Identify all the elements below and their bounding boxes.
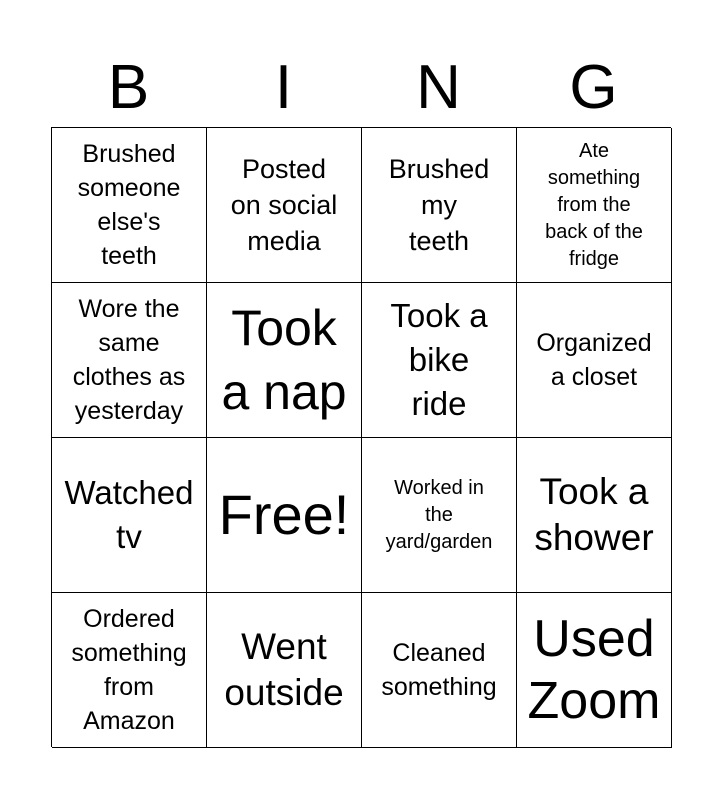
- cell-text: Cleaned something: [381, 639, 497, 701]
- bingo-cell[interactable]: [207, 593, 362, 748]
- bingo-board: [51, 127, 671, 747]
- bingo-cell[interactable]: [207, 128, 362, 283]
- bingo-cell[interactable]: [362, 593, 517, 748]
- bingo-cell[interactable]: [52, 438, 207, 593]
- cell-text: Ate something from the back of the fridge: [545, 139, 643, 270]
- bingo-cell[interactable]: [52, 593, 207, 748]
- cell-text: Worked in the yard/garden: [385, 476, 493, 553]
- cell-text: Organized a closet: [536, 329, 652, 391]
- bingo-cell[interactable]: [517, 593, 672, 748]
- bingo-cell[interactable]: [517, 128, 672, 283]
- cell-text: Used Zoom: [527, 610, 661, 730]
- bingo-cell[interactable]: [362, 283, 517, 438]
- cell-text: Posted on social media: [230, 154, 338, 256]
- bingo-cell[interactable]: [207, 283, 362, 438]
- bingo-cell[interactable]: [362, 128, 517, 283]
- cell-text: Watched tv: [64, 474, 194, 555]
- bingo-cell[interactable]: [362, 438, 517, 593]
- bingo-cell[interactable]: [52, 283, 207, 438]
- header-letter-b: B: [107, 53, 150, 122]
- bingo-cell[interactable]: [517, 438, 672, 593]
- free-space-cell[interactable]: [207, 438, 362, 593]
- header-letter-g: G: [569, 53, 618, 122]
- bingo-cell[interactable]: [517, 283, 672, 438]
- cell-text: Ordered something from Amazon: [71, 605, 187, 735]
- cell-text: Took a shower: [534, 471, 654, 558]
- cell-text: Wore the same clothes as yesterday: [72, 295, 186, 425]
- free-space-text: Free!: [218, 483, 350, 546]
- bingo-cell[interactable]: [52, 128, 207, 283]
- cell-text: Took a bike ride: [390, 297, 488, 422]
- header-letter-i: I: [274, 53, 293, 122]
- cell-text: Brushed someone else's teeth: [77, 140, 181, 270]
- cell-text: Brushed my teeth: [388, 154, 490, 256]
- header-letter-n: N: [416, 53, 461, 122]
- bingo-header: [51, 48, 671, 128]
- cell-text: Went outside: [224, 626, 344, 713]
- cell-text: Took a nap: [221, 300, 347, 420]
